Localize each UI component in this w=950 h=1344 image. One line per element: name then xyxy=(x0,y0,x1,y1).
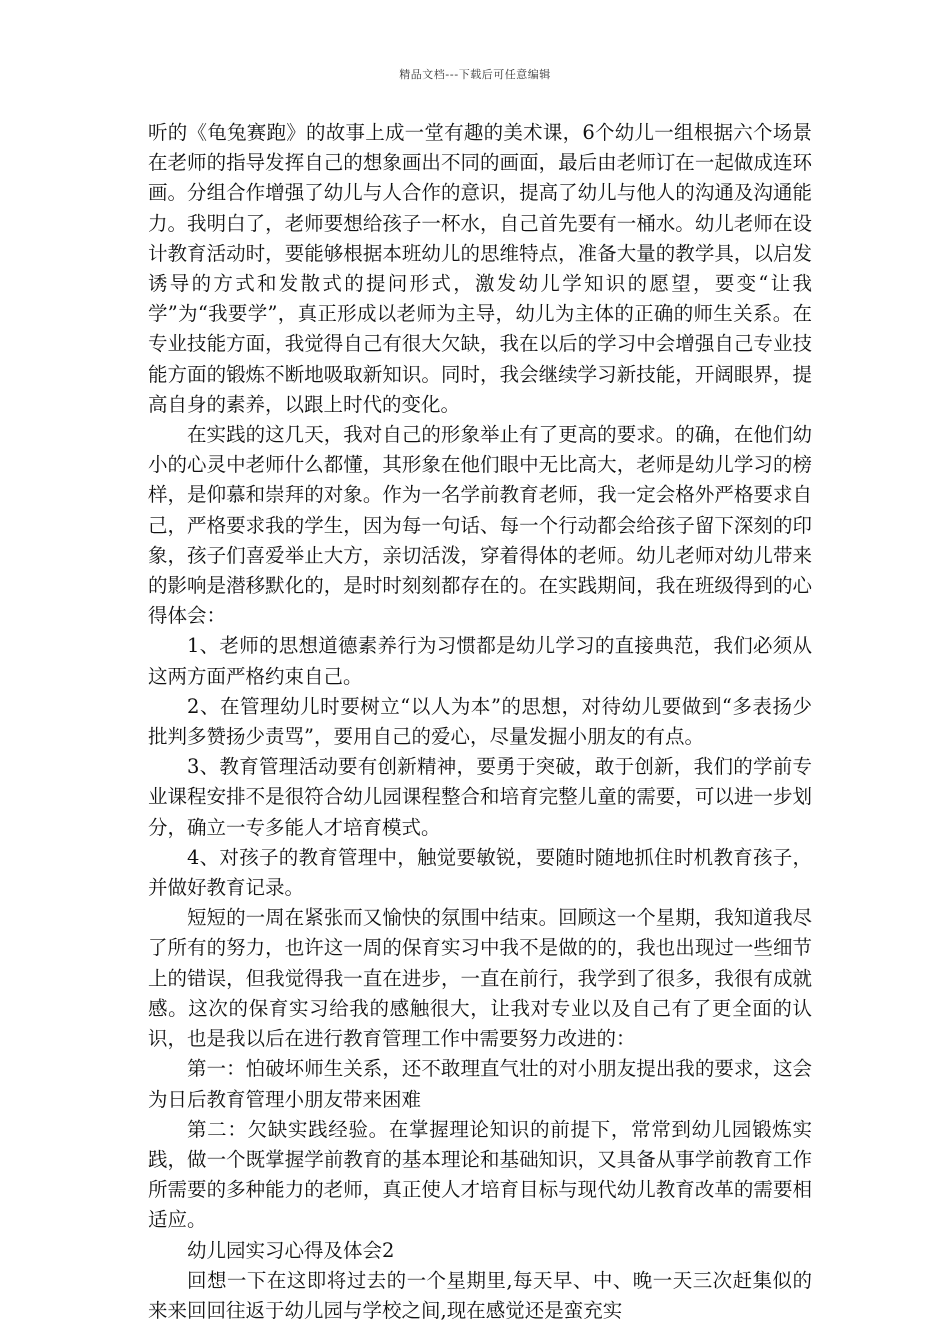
paragraph-week-summary: 短短的一周在紧张而又愉快的氛围中结束。回顾这一个星期，我知道我尽了所有的努力，也许这一周的保育实习中我不是做的的，我也出现过一些细节上的错误，但我觉得我一直在进步，一直在前行，我学到了很多，我很有成就感。这次的保育实习给我的感触很大，让我对专业以及自己有了更全面的认识，也是我以后在进行教育管理工作中需要努力改进的： xyxy=(148,906,812,1051)
document-body xyxy=(148,118,812,1326)
list-item-3: 3、教育管理活动要有创新精神，要勇于突破，敢于创新，我们的学前专业课程安排不是很符合幼儿园课程整合和培育完整儿童的需要，可以进一步划分，确立一专多能人才培育模式。 xyxy=(148,755,812,839)
page-header: 精品文档---下载后可任意编辑 xyxy=(399,68,551,81)
list-item-1: 1、老师的思想道德素养行为习惯都是幼儿学习的直接典范，我们必须从这两方面严格约束自己。 xyxy=(148,634,812,688)
section-heading: 幼儿园实习心得及体会2 xyxy=(187,1238,395,1262)
list-item-2: 2、在管理幼儿时要树立“以人为本”的思想，对待幼儿要做到“多表扬少批判多赞扬少责骂”，要用自己的爱心，尽量发掘小朋友的有点。 xyxy=(148,694,812,749)
paragraph-second-point: 第二：欠缺实践经验。在掌握理论知识的前提下，常常到幼儿园锻炼实践，做一个既掌握学前教育的基本理论和基础知识，又具备从事学前教育工作所需要的多种能力的老师，真正使人才培育目标与现代幼儿教育改革的需要相适应。 xyxy=(148,1117,812,1232)
paragraph-section-2-intro: 回想一下在这即将过去的一个星期里,每天早、中、晚一天三次赶集似的来来回回往返于幼儿园与学校之间,现在感觉还是蛮充实 xyxy=(148,1268,812,1322)
paragraph-first-point: 第一：怕破坏师生关系，还不敢理直气壮的对小朋友提出我的要求，这会为日后教育管理小朋友带来困难 xyxy=(148,1057,812,1111)
paragraph-practice-reflection: 在实践的这几天，我对自己的形象举止有了更高的要求。的确，在他们幼小的心灵中老师什么都懂，其形象在他们眼中无比高大，老师是幼儿学习的榜样，是仰慕和崇拜的对象。作为一名学前教育老师，我一定会格外严格要求自己，严格要求我的学生，因为每一句话、每一个行动都会给孩子留下深刻的印象，孩子们喜爱举止大方，亲切活泼，穿着得体的老师。幼儿老师对幼儿带来的影响是潜移默化的，是时时刻刻都存在的。在实践期间，我在班级得到的心得体会： xyxy=(148,423,812,628)
paragraph-continuation: 听的《龟兔赛跑》的故事上成一堂有趣的美术课，6个幼儿一组根据六个场景在老师的指导发挥自己的想象画出不同的画面，最后由老师订在一起做成连环画。分组合作增强了幼儿与人合作的意识，提高了幼儿与他人的沟通及沟通能力。我明白了，老师要想给孩子一杯水，自己首先要有一桶水。幼儿老师在设计教育活动时，要能够根据本班幼儿的思维特点，准备大量的教学具，以启发诱导的方式和发散式的提问形式，激发幼儿学知识的愿望，要变“让我学”为“我要学”，真正形成以老师为主导，幼儿为主体的正确的师生关系。在专业技能方面，我觉得自己有很大欠缺，我在以后的学习中会增强自己专业技能方面的锻炼不断地吸取新知识。同时，我会继续学习新技能，开阔眼界，提高自身的素养，以跟上时代的变化。 xyxy=(148,121,812,416)
list-item-4: 4、对孩子的教育管理中，触觉要敏锐，要随时随地抓住时机教育孩子，并做好教育记录。 xyxy=(148,845,812,900)
